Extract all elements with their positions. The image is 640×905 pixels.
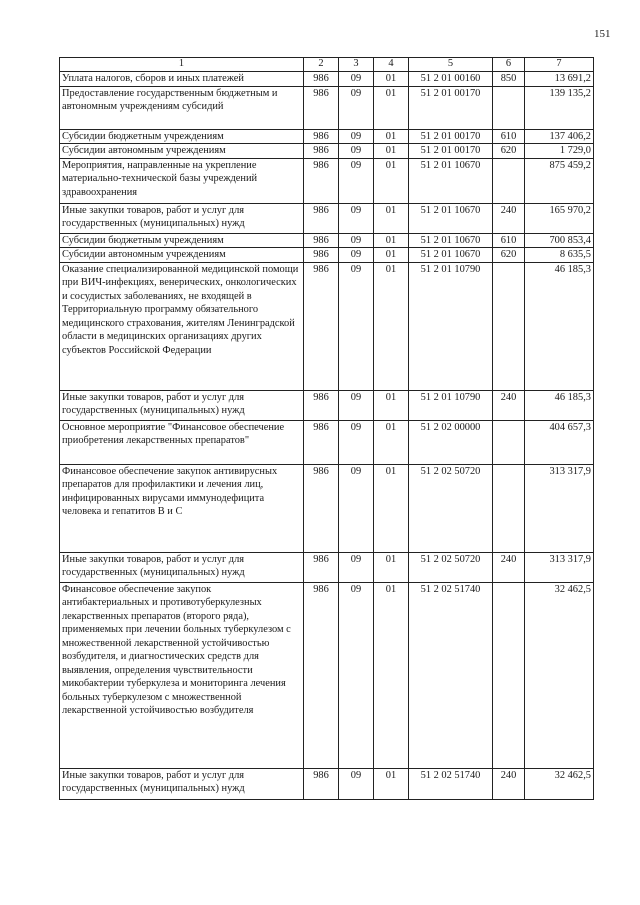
table-row [60, 144, 594, 159]
row-section: 09 [339, 144, 374, 159]
row-ministry-code: 986 [304, 582, 339, 768]
row-subsection: 01 [374, 203, 409, 233]
table-row [60, 233, 594, 248]
row-subsection: 01 [374, 464, 409, 552]
row-ministry-code: 986 [304, 390, 339, 420]
row-target-code: 51 2 01 00160 [409, 72, 493, 87]
row-ministry-code: 986 [304, 552, 339, 582]
row-expense-type: 610 [493, 233, 525, 248]
row-target-code: 51 2 02 50720 [409, 464, 493, 552]
row-subsection: 01 [374, 233, 409, 248]
row-section: 09 [339, 203, 374, 233]
row-ministry-code: 986 [304, 464, 339, 552]
row-amount: 8 635,5 [525, 248, 594, 263]
row-ministry-code: 986 [304, 768, 339, 799]
row-expense-type [493, 158, 525, 203]
row-name: Субсидии бюджетным учреждениям [60, 233, 304, 248]
row-expense-type: 620 [493, 144, 525, 159]
row-target-code: 51 2 02 00000 [409, 420, 493, 464]
row-name: Субсидии бюджетным учреждениям [60, 129, 304, 144]
row-amount: 139 135,2 [525, 86, 594, 129]
row-amount: 700 853,4 [525, 233, 594, 248]
row-section: 09 [339, 420, 374, 464]
header-col-1: 1 [60, 58, 304, 72]
row-subsection: 01 [374, 552, 409, 582]
row-ministry-code: 986 [304, 203, 339, 233]
row-section: 09 [339, 158, 374, 203]
row-section: 09 [339, 129, 374, 144]
row-name: Иные закупки товаров, работ и услуг для государственных (муниципальных) нужд [60, 390, 304, 420]
row-ministry-code: 986 [304, 420, 339, 464]
row-target-code: 51 2 02 51740 [409, 768, 493, 799]
row-section: 09 [339, 86, 374, 129]
row-section: 09 [339, 72, 374, 87]
row-ministry-code: 986 [304, 129, 339, 144]
row-section: 09 [339, 262, 374, 390]
row-subsection: 01 [374, 158, 409, 203]
row-subsection: 01 [374, 248, 409, 263]
row-name: Финансовое обеспечение закупок антивирусных препаратов для профилактики и лечения лиц, инфицированных вирусами иммунодефицита человека и гепатитов В и С [60, 464, 304, 552]
table-row [60, 72, 594, 87]
row-expense-type [493, 582, 525, 768]
row-name: Иные закупки товаров, работ и услуг для государственных (муниципальных) нужд [60, 203, 304, 233]
row-amount: 165 970,2 [525, 203, 594, 233]
row-amount: 137 406,2 [525, 129, 594, 144]
row-expense-type: 610 [493, 129, 525, 144]
row-name: Мероприятия, направленные на укрепление материально-технической базы учреждений здравоохранения [60, 158, 304, 203]
row-section: 09 [339, 582, 374, 768]
row-subsection: 01 [374, 262, 409, 390]
row-name: Уплата налогов, сборов и иных платежей [60, 72, 304, 87]
row-amount: 1 729,0 [525, 144, 594, 159]
row-subsection: 01 [374, 129, 409, 144]
page-number: 151 [594, 28, 611, 40]
row-name: Субсидии автономным учреждениям [60, 248, 304, 263]
table-row [60, 582, 594, 768]
row-target-code: 51 2 01 10790 [409, 262, 493, 390]
row-subsection: 01 [374, 86, 409, 129]
table-row [60, 262, 594, 390]
row-section: 09 [339, 552, 374, 582]
row-ministry-code: 986 [304, 248, 339, 263]
row-expense-type: 240 [493, 203, 525, 233]
row-subsection: 01 [374, 768, 409, 799]
row-amount: 13 691,2 [525, 72, 594, 87]
row-target-code: 51 2 01 10670 [409, 158, 493, 203]
row-ministry-code: 986 [304, 72, 339, 87]
row-subsection: 01 [374, 582, 409, 768]
header-row [60, 58, 594, 72]
row-expense-type: 620 [493, 248, 525, 263]
row-subsection: 01 [374, 72, 409, 87]
row-target-code: 51 2 01 10670 [409, 233, 493, 248]
row-amount: 313 317,9 [525, 464, 594, 552]
row-ministry-code: 986 [304, 233, 339, 248]
table-row [60, 464, 594, 552]
row-name: Финансовое обеспечение закупок антибактериальных и противотуберкулезных лекарственных препаратов (второго ряда), применяемых при лечении больных туберкулезом с множественной лекарственной устойчивостью возбудителя, и диагностических средств для выявления, определения чувствительности микобактерии туберкулеза и мониторинга лечения больных туберкулезом с множественной лекарственной устойчивостью возбудителя [60, 582, 304, 768]
row-name: Субсидии автономным учреждениям [60, 144, 304, 159]
row-section: 09 [339, 464, 374, 552]
row-amount: 875 459,2 [525, 158, 594, 203]
row-expense-type: 850 [493, 72, 525, 87]
table-row [60, 203, 594, 233]
table-row [60, 768, 594, 799]
row-name: Оказание специализированной медицинской помощи при ВИЧ-инфекциях, венерических, онкологических и сосудистых заболеваниях, не входящей в Территориальную программу обязательного медицинского страхования, жителям Ленинградской области в медицинских организациях других субъектов Российской Федерации [60, 262, 304, 390]
row-name: Иные закупки товаров, работ и услуг для государственных (муниципальных) нужд [60, 768, 304, 799]
row-subsection: 01 [374, 390, 409, 420]
header-col-2: 2 [304, 58, 339, 72]
row-name: Предоставление государственным бюджетным и автономным учреждениям субсидий [60, 86, 304, 129]
row-amount: 32 462,5 [525, 768, 594, 799]
row-amount: 46 185,3 [525, 262, 594, 390]
row-expense-type: 240 [493, 390, 525, 420]
row-ministry-code: 986 [304, 158, 339, 203]
row-target-code: 51 2 01 00170 [409, 144, 493, 159]
row-ministry-code: 986 [304, 144, 339, 159]
row-expense-type [493, 420, 525, 464]
table-row [60, 552, 594, 582]
header-col-6: 6 [493, 58, 525, 72]
table-row [60, 129, 594, 144]
header-col-5: 5 [409, 58, 493, 72]
row-target-code: 51 2 01 10670 [409, 203, 493, 233]
row-name: Иные закупки товаров, работ и услуг для государственных (муниципальных) нужд [60, 552, 304, 582]
row-expense-type: 240 [493, 768, 525, 799]
row-subsection: 01 [374, 144, 409, 159]
row-target-code: 51 2 02 51740 [409, 582, 493, 768]
row-expense-type [493, 262, 525, 390]
row-target-code: 51 2 02 50720 [409, 552, 493, 582]
row-amount: 404 657,3 [525, 420, 594, 464]
row-target-code: 51 2 01 10790 [409, 390, 493, 420]
row-ministry-code: 986 [304, 262, 339, 390]
table-row [60, 86, 594, 129]
row-amount: 313 317,9 [525, 552, 594, 582]
header-col-4: 4 [374, 58, 409, 72]
row-section: 09 [339, 390, 374, 420]
row-ministry-code: 986 [304, 86, 339, 129]
row-section: 09 [339, 233, 374, 248]
table-row [60, 248, 594, 263]
row-name: Основное мероприятие "Финансовое обеспечение приобретения лекарственных препаратов" [60, 420, 304, 464]
row-section: 09 [339, 248, 374, 263]
row-expense-type: 240 [493, 552, 525, 582]
row-subsection: 01 [374, 420, 409, 464]
table-row [60, 420, 594, 464]
row-expense-type [493, 464, 525, 552]
row-section: 09 [339, 768, 374, 799]
budget-table [59, 57, 594, 800]
row-amount: 46 185,3 [525, 390, 594, 420]
row-amount: 32 462,5 [525, 582, 594, 768]
header-col-3: 3 [339, 58, 374, 72]
table-row [60, 390, 594, 420]
row-expense-type [493, 86, 525, 129]
row-target-code: 51 2 01 10670 [409, 248, 493, 263]
row-target-code: 51 2 01 00170 [409, 129, 493, 144]
table-row [60, 158, 594, 203]
row-target-code: 51 2 01 00170 [409, 86, 493, 129]
header-col-7: 7 [525, 58, 594, 72]
